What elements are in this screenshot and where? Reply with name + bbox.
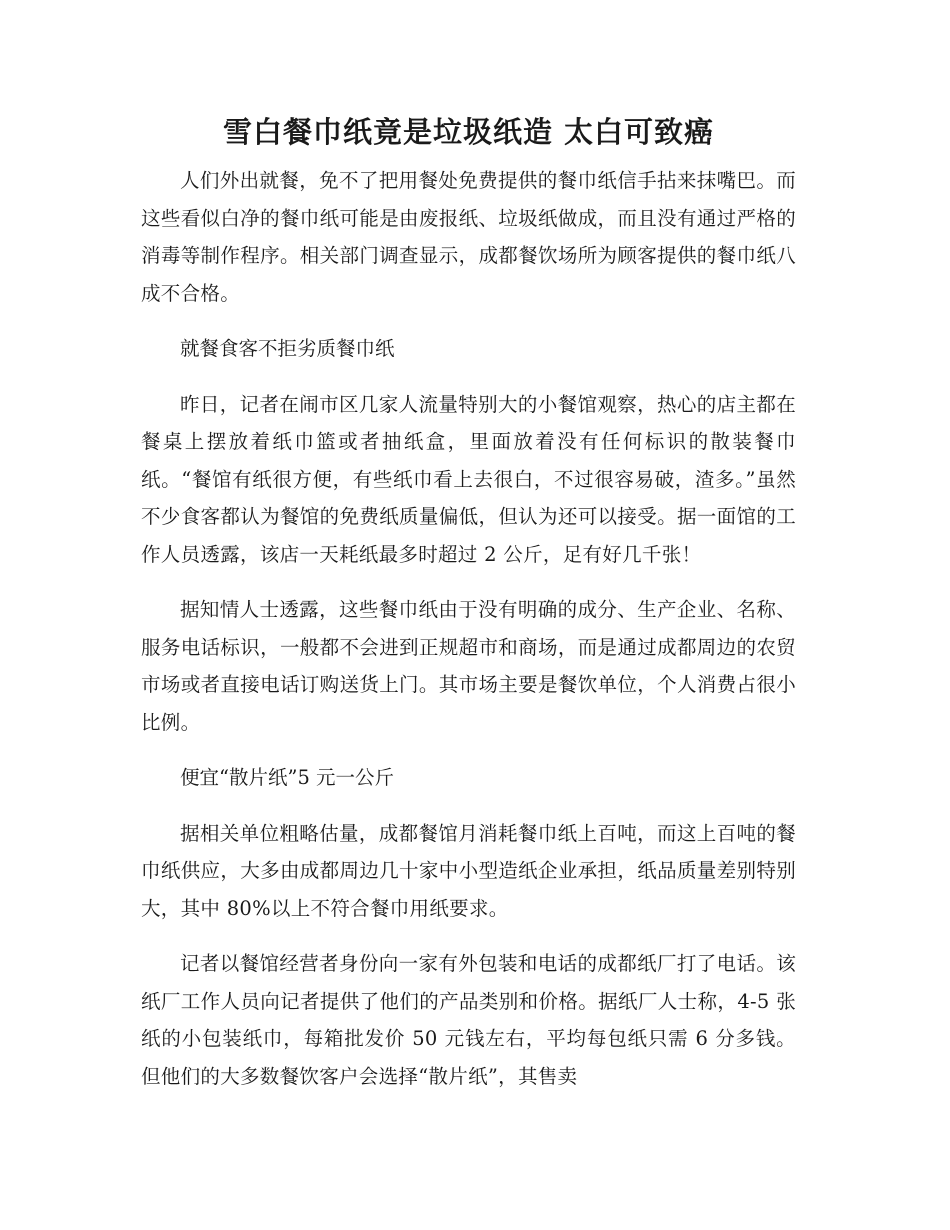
paragraph-factory-call: 记者以餐馆经营者身份向一家有外包装和电话的成都纸厂打了电话。该纸厂工作人员向记者提供了他们的产品类别和价格。据纸厂人士称，4-5 张纸的小包装纸巾，每箱批发价 50 元钱左右，平均每包纸只需 6 分多钱。但他们的大多数餐饮客户会选择“散片纸”，其售卖 — [141, 952, 796, 1088]
section-heading-price: 便宜“散片纸”5 元一公斤 — [180, 766, 395, 789]
paragraph-intro: 人们外出就餐，免不了把用餐处免费提供的餐巾纸信手拈来抹嘴巴。而这些看似白净的餐巾纸可能是由废报纸、垃圾纸做成，而且没有通过严格的消毒等制作程序。相关部门调查显示，成都餐饮场所为顾客提供的餐巾纸八成不合格。 — [141, 169, 796, 305]
paragraph-insider: 据知情人士透露，这些餐巾纸由于没有明确的成分、生产企业、名称、服务电话标识，一般都不会进到正规超市和商场，而是通过成都周边的农贸市场或者直接电话订购送货上门。其市场主要是餐饮单位，个人消费占很小比例。 — [141, 598, 796, 734]
paragraph-observation: 昨日，记者在闹市区几家人流量特别大的小餐馆观察，热心的店主都在餐桌上摆放着纸巾篮或者抽纸盒，里面放着没有任何标识的散装餐巾纸。“餐馆有纸很方便，有些纸巾看上去很白，不过很容易破，渣多。”虽然不少食客都认为餐馆的免费纸质量偏低，但认为还可以接受。据一面馆的工作人员透露，该店一天耗纸最多时超过 2 公斤，足有好几千张！ — [141, 392, 796, 566]
paragraph-estimate: 据相关单位粗略估量，成都餐馆月消耗餐巾纸上百吨，而这上百吨的餐巾纸供应，大多由成都周边几十家中小型造纸企业承担，纸品质量差别特别大，其中 80%以上不符合餐巾用纸要求。 — [141, 821, 796, 920]
document-title: 雪白餐巾纸竟是垃圾纸造 太白可致癌 — [222, 115, 715, 149]
document-page — [141, 108, 796, 1113]
section-heading-diners: 就餐食客不拒劣质餐巾纸 — [180, 337, 395, 360]
